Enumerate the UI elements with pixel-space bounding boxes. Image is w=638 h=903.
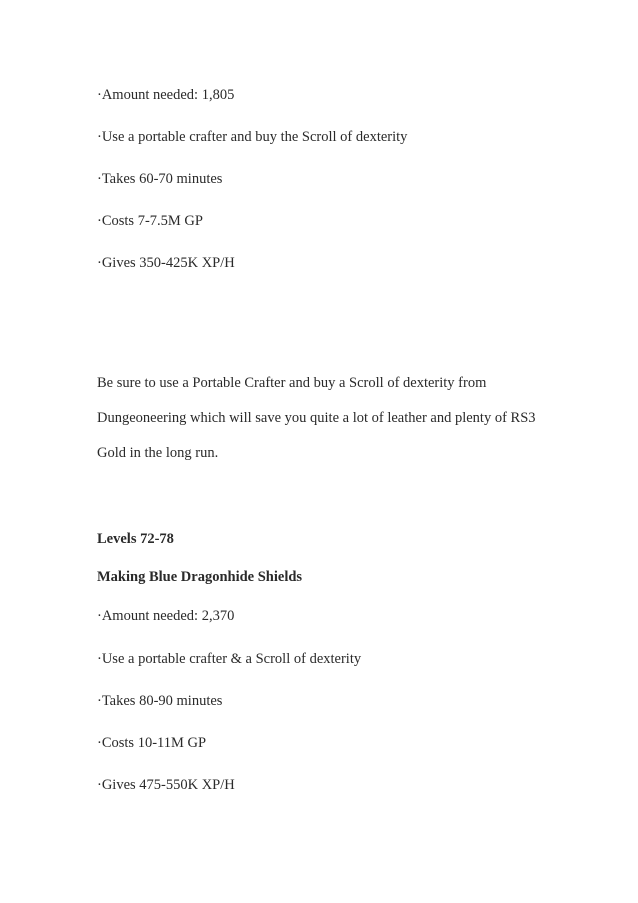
section-heading: Levels 72-78 [97, 531, 174, 547]
bullet-portable-crafter-2: ·Use a portable crafter & a Scroll of dexterity [97, 651, 362, 667]
bullet-amount-needed: ·Amount needed: 1,805 [97, 87, 235, 103]
paragraph-line-3: Gold in the long run. [97, 445, 219, 461]
bullet-amount-needed-2: ·Amount needed: 2,370 [97, 608, 235, 624]
bullet-time-taken-2: ·Takes 80-90 minutes [97, 693, 223, 709]
paragraph-line-2: Dungeoneering which will save you quite a lot of leather and plenty of RS3 [97, 410, 536, 426]
bullet-time-taken: ·Takes 60-70 minutes [97, 171, 223, 187]
bullet-cost-2: ·Costs 10-11M GP [97, 735, 207, 751]
bullet-xp-rate: ·Gives 350-425K XP/H [97, 255, 235, 271]
paragraph-line-1: Be sure to use a Portable Crafter and buy a Scroll of dexterity from [97, 375, 487, 391]
bullet-xp-rate-2: ·Gives 475-550K XP/H [97, 777, 235, 793]
bullet-portable-crafter: ·Use a portable crafter and buy the Scroll of dexterity [97, 129, 408, 145]
bullet-cost: ·Costs 7-7.5M GP [97, 213, 203, 229]
section-subheading: Making Blue Dragonhide Shields [97, 569, 303, 585]
